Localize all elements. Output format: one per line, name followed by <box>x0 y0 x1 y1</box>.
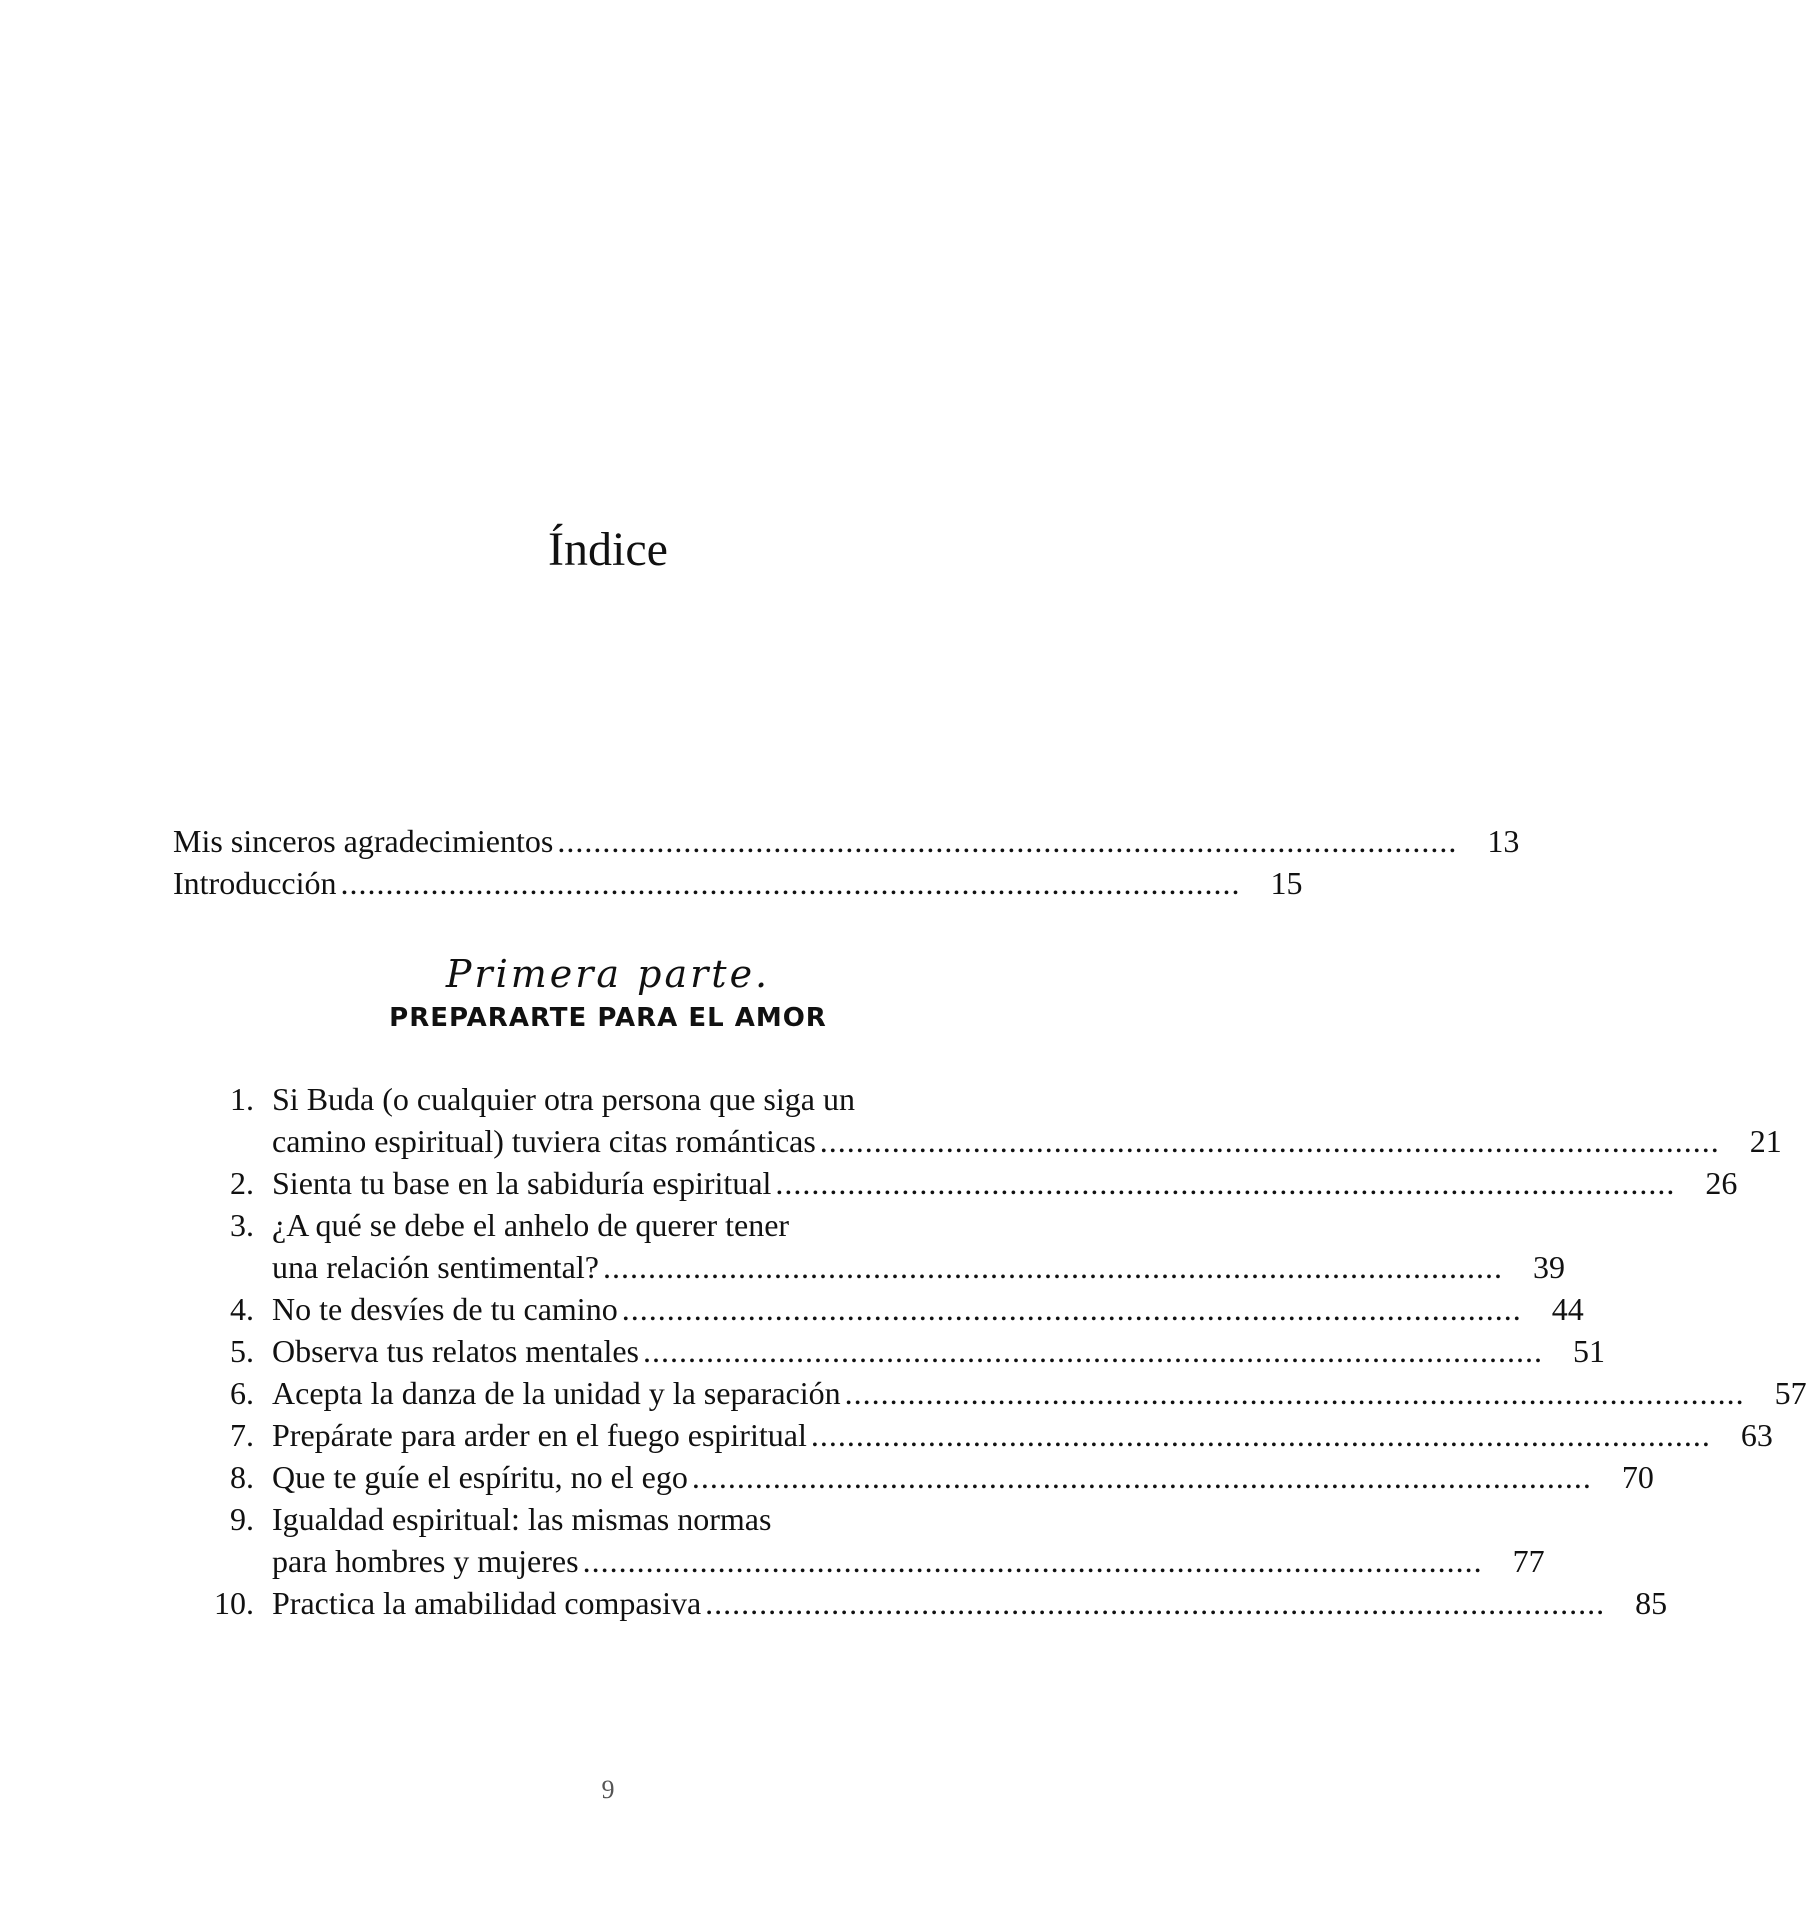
chapter-number: 3. <box>230 1207 254 1243</box>
leader-dots: .................................................................................................... <box>557 823 1458 859</box>
toc-entry <box>173 820 1520 862</box>
chapter-page: 26 <box>1705 1165 1738 1201</box>
leader-dots: .................................................................................................... <box>810 1417 1711 1453</box>
leader-dots: .................................................................................................... <box>844 1375 1745 1411</box>
chapter-title: Acepta la danza de la unidad y la separación <box>272 1375 841 1411</box>
chapter-title: ¿A qué se debe el anhelo de querer tener <box>272 1207 790 1243</box>
chapter-number: 10. <box>214 1585 254 1621</box>
leader-dots: .................................................................................................... <box>621 1291 1522 1327</box>
leader-dots: .................................................................................................... <box>643 1333 1543 1369</box>
page-title: Índice <box>548 523 668 576</box>
chapter-page: 85 <box>1635 1585 1668 1621</box>
chapter-number: 7. <box>230 1417 254 1453</box>
toc-entry <box>272 1372 1807 1414</box>
toc-entry-page: 13 <box>1487 823 1520 859</box>
chapter-number: 8. <box>230 1459 254 1495</box>
chapter-title-cont: camino espiritual) tuviera citas románticas <box>272 1123 816 1159</box>
chapter-number: 5. <box>230 1333 254 1369</box>
chapter-title: Que te guíe el espíritu, no el ego <box>272 1459 688 1495</box>
chapter-title: Igualdad espiritual: las mismas normas <box>272 1501 772 1537</box>
toc-entry-text: Introducción <box>173 865 337 901</box>
toc-entry <box>272 1120 1782 1162</box>
chapter-title: Si Buda (o cualquier otra persona que siga un <box>272 1081 855 1117</box>
toc-entry <box>272 1246 1565 1288</box>
leader-dots: .................................................................................................... <box>691 1459 1592 1495</box>
chapter-number: 4. <box>230 1291 254 1327</box>
chapter-page: 21 <box>1749 1123 1782 1159</box>
chapter-page: 39 <box>1532 1249 1565 1285</box>
toc-entry <box>173 862 1303 904</box>
chapter-page: 63 <box>1740 1417 1773 1453</box>
toc-entry <box>272 1162 1738 1204</box>
toc-entry <box>272 1540 1545 1582</box>
leader-dots: .................................................................................................... <box>582 1543 1483 1579</box>
toc-entry-page: 15 <box>1270 865 1303 901</box>
chapter-number: 2. <box>230 1165 254 1201</box>
toc-entry <box>272 1288 1584 1330</box>
toc-entry <box>272 1582 1668 1624</box>
part-label: Primera parte. <box>445 952 771 996</box>
chapter-number: 9. <box>230 1501 254 1537</box>
leader-dots: .................................................................................................... <box>775 1165 1676 1201</box>
leader-dots: .................................................................................................... <box>819 1123 1720 1159</box>
toc-entry-text: Mis sinceros agradecimientos <box>173 823 554 859</box>
part-title: PREPARARTE PARA EL AMOR <box>389 1003 827 1033</box>
toc-entry <box>272 1330 1605 1372</box>
chapter-title-cont: para hombres y mujeres <box>272 1543 579 1579</box>
leader-dots: .................................................................................................... <box>340 865 1241 901</box>
toc-entry <box>272 1414 1773 1456</box>
chapter-page: 70 <box>1621 1459 1654 1495</box>
chapter-title: Sienta tu base en la sabiduría espiritual <box>272 1165 772 1201</box>
chapter-page: 44 <box>1551 1291 1584 1327</box>
leader-dots: .................................................................................................... <box>705 1585 1606 1621</box>
chapter-title: Prepárate para arder en el fuego espiritual <box>272 1417 807 1453</box>
chapter-title: Practica la amabilidad compasiva <box>272 1585 702 1621</box>
chapter-title: No te desvíes de tu camino <box>272 1291 618 1327</box>
chapter-number: 1. <box>230 1081 254 1117</box>
chapter-number: 6. <box>230 1375 254 1411</box>
leader-dots: .................................................................................................... <box>602 1249 1503 1285</box>
chapter-page: 51 <box>1573 1333 1605 1369</box>
page-number: 9 <box>601 1775 615 1804</box>
chapter-page: 77 <box>1512 1543 1545 1579</box>
chapter-title-cont: una relación sentimental? <box>272 1249 599 1285</box>
toc-entry <box>272 1456 1654 1498</box>
chapter-page: 57 <box>1774 1375 1807 1411</box>
chapter-title: Observa tus relatos mentales <box>272 1333 639 1369</box>
